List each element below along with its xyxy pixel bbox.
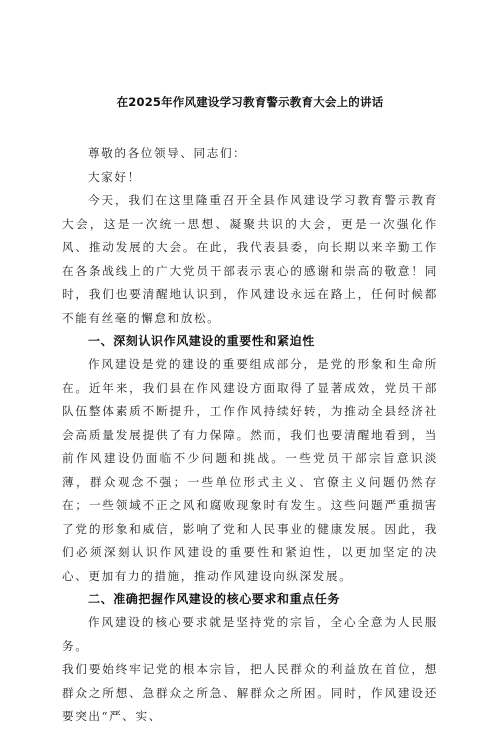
section-heading-1: 一、深刻认识作风建设的重要性和紧迫性 [88, 334, 315, 348]
document-title: 在2025年作风建设学习教育警示教育大会上的讲话 [116, 95, 384, 109]
paragraph-mission: 我们要始终牢记党的根本宗旨，把人民群众的利益放在首位，想群众之所想、急群众之所急、解群众之所困。同时，作风建设还要突出“严、实、 [62, 662, 438, 723]
greeting: 大家好！ [88, 169, 141, 184]
section-heading-2: 二、准确把握作风建设的核心要求和重点任务 [88, 592, 341, 606]
salutation: 尊敬的各位领导、同志们： [88, 146, 247, 160]
paragraph-core-requirement: 作风建设的核心要求就是坚持党的宗旨，全心全意为人民服务。 [62, 615, 438, 653]
paragraph-importance: 作风建设是党的建设的重要组成部分，是党的形象和生命所在。近年来，我们县在作风建设方面取得了显著成效，党员干部队伍整体素质不断提升，工作作风持续好转，为推动全县经济社会高质量发展提供了有力保障。然而，我们也要清醒地看到，当前作风建设仍面临不少问题和挑战。一些党员干部宗旨意识淡薄，群众观念不强；一些单位形式主义、官僚主义问题仍然存在；一些领域不正之风和腐败现象时有发生。这些问题严重损害了党的形象和威信，影响了党和人民事业的健康发展。因此，我们必须深刻认识作风建设的重要性和紧迫性，以更加坚定的决心、更加有力的措施，推动作风建设向纵深发展。 [62, 357, 438, 583]
paragraph-opening: 今天，我们在这里隆重召开全县作风建设学习教育警示教育大会，这是一次统一思想、凝聚共识的大会，更是一次强化作风、推动发展的大会。在此，我代表县委，向长期以来辛勤工作在各条战线上的广大党员干部表示衷心的感谢和崇高的敬意！同时，我们也要清醒地认识到，作风建设永远在路上，任何时候都不能有丝毫的懈怠和放松。 [62, 193, 438, 325]
document-body [62, 142, 438, 729]
